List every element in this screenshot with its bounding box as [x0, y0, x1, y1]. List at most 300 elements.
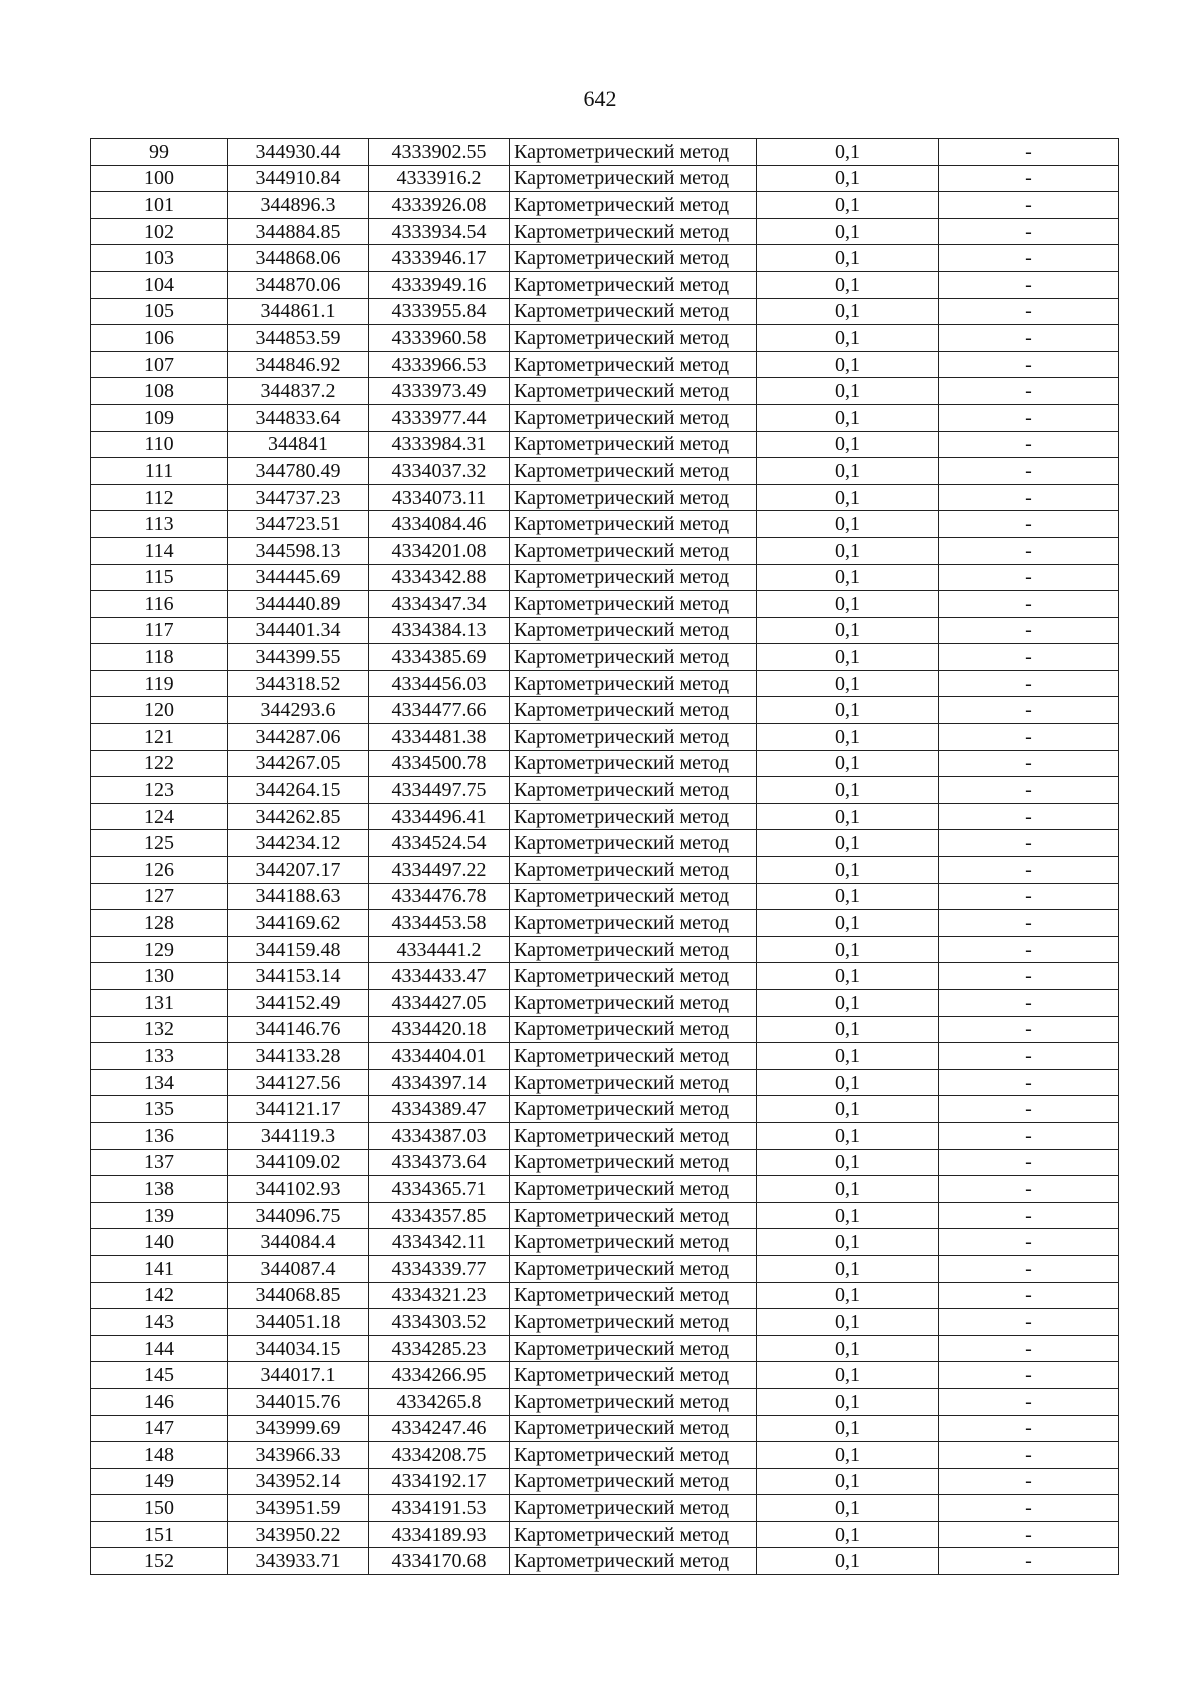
x-coordinate-cell: 344169.62 — [228, 910, 369, 937]
y-coordinate-cell: 4334389.47 — [369, 1096, 510, 1123]
description-cell: - — [939, 218, 1119, 245]
y-coordinate-cell: 4334397.14 — [369, 1069, 510, 1096]
table-row — [91, 1229, 1119, 1256]
table-row — [91, 644, 1119, 671]
description-cell: - — [939, 697, 1119, 724]
method-cell: Картометрический метод — [510, 1069, 757, 1096]
method-cell: Картометрический метод — [510, 458, 757, 485]
y-coordinate-cell: 4334497.75 — [369, 777, 510, 804]
accuracy-cell: 0,1 — [757, 777, 939, 804]
method-cell: Картометрический метод — [510, 1149, 757, 1176]
table-row — [91, 1122, 1119, 1149]
x-coordinate-cell: 344833.64 — [228, 404, 369, 431]
accuracy-cell: 0,1 — [757, 803, 939, 830]
x-coordinate-cell: 344127.56 — [228, 1069, 369, 1096]
point-number-cell: 115 — [91, 564, 228, 591]
point-number-cell: 121 — [91, 724, 228, 751]
description-cell: - — [939, 750, 1119, 777]
description-cell: - — [939, 404, 1119, 431]
point-number-cell: 104 — [91, 271, 228, 298]
point-number-cell: 116 — [91, 591, 228, 618]
accuracy-cell: 0,1 — [757, 883, 939, 910]
accuracy-cell: 0,1 — [757, 1016, 939, 1043]
table-row — [91, 990, 1119, 1017]
point-number-cell: 144 — [91, 1335, 228, 1362]
table-row — [91, 245, 1119, 272]
point-number-cell: 129 — [91, 936, 228, 963]
x-coordinate-cell: 344841 — [228, 431, 369, 458]
method-cell: Картометрический метод — [510, 192, 757, 219]
y-coordinate-cell: 4334201.08 — [369, 537, 510, 564]
description-cell: - — [939, 378, 1119, 405]
method-cell: Картометрический метод — [510, 697, 757, 724]
method-cell: Картометрический метод — [510, 431, 757, 458]
point-number-cell: 107 — [91, 351, 228, 378]
table-row — [91, 325, 1119, 352]
accuracy-cell: 0,1 — [757, 990, 939, 1017]
accuracy-cell: 0,1 — [757, 963, 939, 990]
description-cell: - — [939, 990, 1119, 1017]
method-cell: Картометрический метод — [510, 1309, 757, 1336]
description-cell: - — [939, 431, 1119, 458]
description-cell: - — [939, 1229, 1119, 1256]
accuracy-cell: 0,1 — [757, 1229, 939, 1256]
x-coordinate-cell: 344264.15 — [228, 777, 369, 804]
point-number-cell: 112 — [91, 484, 228, 511]
accuracy-cell: 0,1 — [757, 1335, 939, 1362]
table-row — [91, 192, 1119, 219]
description-cell: - — [939, 325, 1119, 352]
description-cell: - — [939, 165, 1119, 192]
point-number-cell: 137 — [91, 1149, 228, 1176]
point-number-cell: 111 — [91, 458, 228, 485]
point-number-cell: 151 — [91, 1521, 228, 1548]
description-cell: - — [939, 458, 1119, 485]
method-cell: Картометрический метод — [510, 857, 757, 884]
y-coordinate-cell: 4334285.23 — [369, 1335, 510, 1362]
point-number-cell: 149 — [91, 1468, 228, 1495]
point-number-cell: 131 — [91, 990, 228, 1017]
description-cell: - — [939, 1495, 1119, 1522]
table-row — [91, 830, 1119, 857]
description-cell: - — [939, 591, 1119, 618]
table-row — [91, 857, 1119, 884]
point-number-cell: 114 — [91, 537, 228, 564]
point-number-cell: 146 — [91, 1388, 228, 1415]
table-row — [91, 1415, 1119, 1442]
method-cell: Картометрический метод — [510, 484, 757, 511]
point-number-cell: 117 — [91, 617, 228, 644]
description-cell: - — [939, 1548, 1119, 1575]
x-coordinate-cell: 344870.06 — [228, 271, 369, 298]
table-row — [91, 803, 1119, 830]
method-cell: Картометрический метод — [510, 218, 757, 245]
description-cell: - — [939, 803, 1119, 830]
description-cell: - — [939, 484, 1119, 511]
method-cell: Картометрический метод — [510, 990, 757, 1017]
method-cell: Картометрический метод — [510, 1521, 757, 1548]
method-cell: Картометрический метод — [510, 1548, 757, 1575]
y-coordinate-cell: 4334303.52 — [369, 1309, 510, 1336]
x-coordinate-cell: 344159.48 — [228, 936, 369, 963]
accuracy-cell: 0,1 — [757, 1362, 939, 1389]
table-row — [91, 670, 1119, 697]
table-row — [91, 404, 1119, 431]
method-cell: Картометрический метод — [510, 883, 757, 910]
accuracy-cell: 0,1 — [757, 458, 939, 485]
table-row — [91, 1309, 1119, 1336]
table-row — [91, 1548, 1119, 1575]
point-number-cell: 100 — [91, 165, 228, 192]
accuracy-cell: 0,1 — [757, 857, 939, 884]
description-cell: - — [939, 963, 1119, 990]
x-coordinate-cell: 344188.63 — [228, 883, 369, 910]
accuracy-cell: 0,1 — [757, 484, 939, 511]
x-coordinate-cell: 343999.69 — [228, 1415, 369, 1442]
table-row — [91, 1176, 1119, 1203]
description-cell: - — [939, 1309, 1119, 1336]
accuracy-cell: 0,1 — [757, 750, 939, 777]
x-coordinate-cell: 344318.52 — [228, 670, 369, 697]
point-number-cell: 105 — [91, 298, 228, 325]
y-coordinate-cell: 4334496.41 — [369, 803, 510, 830]
coordinates-table — [90, 138, 1119, 1575]
x-coordinate-cell: 343966.33 — [228, 1442, 369, 1469]
y-coordinate-cell: 4333946.17 — [369, 245, 510, 272]
method-cell: Картометрический метод — [510, 1282, 757, 1309]
table-row — [91, 697, 1119, 724]
table-row — [91, 431, 1119, 458]
description-cell: - — [939, 564, 1119, 591]
table-row — [91, 351, 1119, 378]
page-number: 642 — [583, 86, 617, 111]
y-coordinate-cell: 4334170.68 — [369, 1548, 510, 1575]
table-row — [91, 484, 1119, 511]
accuracy-cell: 0,1 — [757, 298, 939, 325]
method-cell: Картометрический метод — [510, 1202, 757, 1229]
description-cell: - — [939, 910, 1119, 937]
y-coordinate-cell: 4333984.31 — [369, 431, 510, 458]
y-coordinate-cell: 4334266.95 — [369, 1362, 510, 1389]
description-cell: - — [939, 1149, 1119, 1176]
description-cell: - — [939, 1122, 1119, 1149]
description-cell: - — [939, 351, 1119, 378]
x-coordinate-cell: 344119.3 — [228, 1122, 369, 1149]
method-cell: Картометрический метод — [510, 591, 757, 618]
x-coordinate-cell: 344051.18 — [228, 1309, 369, 1336]
accuracy-cell: 0,1 — [757, 192, 939, 219]
method-cell: Картометрический метод — [510, 564, 757, 591]
description-cell: - — [939, 883, 1119, 910]
table-row — [91, 1282, 1119, 1309]
table-row — [91, 910, 1119, 937]
y-coordinate-cell: 4334420.18 — [369, 1016, 510, 1043]
y-coordinate-cell: 4333973.49 — [369, 378, 510, 405]
y-coordinate-cell: 4333902.55 — [369, 139, 510, 166]
table-row — [91, 1016, 1119, 1043]
description-cell: - — [939, 1282, 1119, 1309]
method-cell: Картометрический метод — [510, 670, 757, 697]
table-row — [91, 537, 1119, 564]
x-coordinate-cell: 344017.1 — [228, 1362, 369, 1389]
table-row — [91, 777, 1119, 804]
description-cell: - — [939, 670, 1119, 697]
x-coordinate-cell: 344102.93 — [228, 1176, 369, 1203]
table-row — [91, 1202, 1119, 1229]
method-cell: Картометрический метод — [510, 830, 757, 857]
accuracy-cell: 0,1 — [757, 1495, 939, 1522]
x-coordinate-cell: 344015.76 — [228, 1388, 369, 1415]
y-coordinate-cell: 4334387.03 — [369, 1122, 510, 1149]
description-cell: - — [939, 511, 1119, 538]
description-cell: - — [939, 1016, 1119, 1043]
table-row — [91, 1468, 1119, 1495]
accuracy-cell: 0,1 — [757, 1415, 939, 1442]
accuracy-cell: 0,1 — [757, 1521, 939, 1548]
y-coordinate-cell: 4334037.32 — [369, 458, 510, 485]
x-coordinate-cell: 344440.89 — [228, 591, 369, 618]
x-coordinate-cell: 344399.55 — [228, 644, 369, 671]
method-cell: Картометрический метод — [510, 803, 757, 830]
y-coordinate-cell: 4334191.53 — [369, 1495, 510, 1522]
y-coordinate-cell: 4333955.84 — [369, 298, 510, 325]
table-row — [91, 1255, 1119, 1282]
point-number-cell: 140 — [91, 1229, 228, 1256]
point-number-cell: 145 — [91, 1362, 228, 1389]
accuracy-cell: 0,1 — [757, 1442, 939, 1469]
x-coordinate-cell: 344861.1 — [228, 298, 369, 325]
point-number-cell: 141 — [91, 1255, 228, 1282]
y-coordinate-cell: 4334453.58 — [369, 910, 510, 937]
accuracy-cell: 0,1 — [757, 431, 939, 458]
method-cell: Картометрический метод — [510, 511, 757, 538]
accuracy-cell: 0,1 — [757, 1255, 939, 1282]
point-number-cell: 127 — [91, 883, 228, 910]
x-coordinate-cell: 344267.05 — [228, 750, 369, 777]
point-number-cell: 138 — [91, 1176, 228, 1203]
x-coordinate-cell: 343951.59 — [228, 1495, 369, 1522]
x-coordinate-cell: 344401.34 — [228, 617, 369, 644]
table-row — [91, 591, 1119, 618]
method-cell: Картометрический метод — [510, 1229, 757, 1256]
x-coordinate-cell: 344868.06 — [228, 245, 369, 272]
x-coordinate-cell: 344884.85 — [228, 218, 369, 245]
table-row — [91, 1442, 1119, 1469]
point-number-cell: 135 — [91, 1096, 228, 1123]
x-coordinate-cell: 344896.3 — [228, 192, 369, 219]
point-number-cell: 152 — [91, 1548, 228, 1575]
point-number-cell: 122 — [91, 750, 228, 777]
x-coordinate-cell: 343952.14 — [228, 1468, 369, 1495]
method-cell: Картометрический метод — [510, 271, 757, 298]
accuracy-cell: 0,1 — [757, 697, 939, 724]
x-coordinate-cell: 344910.84 — [228, 165, 369, 192]
x-coordinate-cell: 344234.12 — [228, 830, 369, 857]
accuracy-cell: 0,1 — [757, 1282, 939, 1309]
y-coordinate-cell: 4334073.11 — [369, 484, 510, 511]
method-cell: Картометрический метод — [510, 750, 757, 777]
accuracy-cell: 0,1 — [757, 404, 939, 431]
description-cell: - — [939, 936, 1119, 963]
point-number-cell: 118 — [91, 644, 228, 671]
table-row — [91, 1362, 1119, 1389]
table-row — [91, 378, 1119, 405]
table-row — [91, 724, 1119, 751]
method-cell: Картометрический метод — [510, 1468, 757, 1495]
method-cell: Картометрический метод — [510, 1495, 757, 1522]
method-cell: Картометрический метод — [510, 378, 757, 405]
table-row — [91, 298, 1119, 325]
point-number-cell: 128 — [91, 910, 228, 937]
description-cell: - — [939, 1442, 1119, 1469]
accuracy-cell: 0,1 — [757, 1309, 939, 1336]
point-number-cell: 120 — [91, 697, 228, 724]
y-coordinate-cell: 4334342.11 — [369, 1229, 510, 1256]
accuracy-cell: 0,1 — [757, 1122, 939, 1149]
method-cell: Картометрический метод — [510, 1442, 757, 1469]
accuracy-cell: 0,1 — [757, 325, 939, 352]
x-coordinate-cell: 344152.49 — [228, 990, 369, 1017]
table-row — [91, 936, 1119, 963]
method-cell: Картометрический метод — [510, 1415, 757, 1442]
accuracy-cell: 0,1 — [757, 1388, 939, 1415]
description-cell: - — [939, 1043, 1119, 1070]
y-coordinate-cell: 4334084.46 — [369, 511, 510, 538]
table-row — [91, 963, 1119, 990]
point-number-cell: 103 — [91, 245, 228, 272]
table-row — [91, 1335, 1119, 1362]
table-row — [91, 1096, 1119, 1123]
method-cell: Картометрический метод — [510, 1096, 757, 1123]
description-cell: - — [939, 857, 1119, 884]
y-coordinate-cell: 4334476.78 — [369, 883, 510, 910]
accuracy-cell: 0,1 — [757, 139, 939, 166]
point-number-cell: 99 — [91, 139, 228, 166]
table-row — [91, 1521, 1119, 1548]
x-coordinate-cell: 344930.44 — [228, 139, 369, 166]
x-coordinate-cell: 344846.92 — [228, 351, 369, 378]
description-cell: - — [939, 1096, 1119, 1123]
accuracy-cell: 0,1 — [757, 1096, 939, 1123]
table-row — [91, 271, 1119, 298]
description-cell: - — [939, 617, 1119, 644]
x-coordinate-cell: 343950.22 — [228, 1521, 369, 1548]
method-cell: Картометрический метод — [510, 1335, 757, 1362]
x-coordinate-cell: 344153.14 — [228, 963, 369, 990]
description-cell: - — [939, 1415, 1119, 1442]
accuracy-cell: 0,1 — [757, 218, 939, 245]
accuracy-cell: 0,1 — [757, 165, 939, 192]
description-cell: - — [939, 1362, 1119, 1389]
x-coordinate-cell: 344034.15 — [228, 1335, 369, 1362]
accuracy-cell: 0,1 — [757, 1043, 939, 1070]
point-number-cell: 143 — [91, 1309, 228, 1336]
y-coordinate-cell: 4334500.78 — [369, 750, 510, 777]
method-cell: Картометрический метод — [510, 139, 757, 166]
x-coordinate-cell: 344262.85 — [228, 803, 369, 830]
table-row — [91, 1388, 1119, 1415]
accuracy-cell: 0,1 — [757, 1149, 939, 1176]
x-coordinate-cell: 344287.06 — [228, 724, 369, 751]
accuracy-cell: 0,1 — [757, 670, 939, 697]
method-cell: Картометрический метод — [510, 245, 757, 272]
y-coordinate-cell: 4334477.66 — [369, 697, 510, 724]
method-cell: Картометрический метод — [510, 1362, 757, 1389]
description-cell: - — [939, 724, 1119, 751]
y-coordinate-cell: 4334189.93 — [369, 1521, 510, 1548]
method-cell: Картометрический метод — [510, 777, 757, 804]
x-coordinate-cell: 344723.51 — [228, 511, 369, 538]
method-cell: Картометрический метод — [510, 910, 757, 937]
point-number-cell: 136 — [91, 1122, 228, 1149]
point-number-cell: 150 — [91, 1495, 228, 1522]
y-coordinate-cell: 4334357.85 — [369, 1202, 510, 1229]
description-cell: - — [939, 1202, 1119, 1229]
method-cell: Картометрический метод — [510, 1016, 757, 1043]
y-coordinate-cell: 4334441.2 — [369, 936, 510, 963]
table-row — [91, 139, 1119, 166]
x-coordinate-cell: 344068.85 — [228, 1282, 369, 1309]
method-cell: Картометрический метод — [510, 936, 757, 963]
accuracy-cell: 0,1 — [757, 1548, 939, 1575]
table-row — [91, 750, 1119, 777]
accuracy-cell: 0,1 — [757, 245, 939, 272]
accuracy-cell: 0,1 — [757, 830, 939, 857]
table-row — [91, 883, 1119, 910]
y-coordinate-cell: 4334384.13 — [369, 617, 510, 644]
point-number-cell: 102 — [91, 218, 228, 245]
table-row — [91, 1043, 1119, 1070]
accuracy-cell: 0,1 — [757, 351, 939, 378]
method-cell: Картометрический метод — [510, 1122, 757, 1149]
table-row — [91, 564, 1119, 591]
table-row — [91, 1069, 1119, 1096]
point-number-cell: 125 — [91, 830, 228, 857]
accuracy-cell: 0,1 — [757, 537, 939, 564]
point-number-cell: 142 — [91, 1282, 228, 1309]
y-coordinate-cell: 4334347.34 — [369, 591, 510, 618]
accuracy-cell: 0,1 — [757, 1468, 939, 1495]
table-row — [91, 511, 1119, 538]
y-coordinate-cell: 4333949.16 — [369, 271, 510, 298]
description-cell: - — [939, 644, 1119, 671]
point-number-cell: 148 — [91, 1442, 228, 1469]
description-cell: - — [939, 1069, 1119, 1096]
method-cell: Картометрический метод — [510, 325, 757, 352]
description-cell: - — [939, 1388, 1119, 1415]
table-row — [91, 165, 1119, 192]
x-coordinate-cell: 344146.76 — [228, 1016, 369, 1043]
y-coordinate-cell: 4334339.77 — [369, 1255, 510, 1282]
y-coordinate-cell: 4334192.17 — [369, 1468, 510, 1495]
method-cell: Картометрический метод — [510, 165, 757, 192]
method-cell: Картометрический метод — [510, 1388, 757, 1415]
y-coordinate-cell: 4334524.54 — [369, 830, 510, 857]
y-coordinate-cell: 4333934.54 — [369, 218, 510, 245]
point-number-cell: 110 — [91, 431, 228, 458]
x-coordinate-cell: 343933.71 — [228, 1548, 369, 1575]
y-coordinate-cell: 4334265.8 — [369, 1388, 510, 1415]
description-cell: - — [939, 1468, 1119, 1495]
accuracy-cell: 0,1 — [757, 1202, 939, 1229]
accuracy-cell: 0,1 — [757, 644, 939, 671]
y-coordinate-cell: 4334321.23 — [369, 1282, 510, 1309]
table-row — [91, 617, 1119, 644]
description-cell: - — [939, 537, 1119, 564]
y-coordinate-cell: 4334247.46 — [369, 1415, 510, 1442]
point-number-cell: 109 — [91, 404, 228, 431]
table-row — [91, 1149, 1119, 1176]
